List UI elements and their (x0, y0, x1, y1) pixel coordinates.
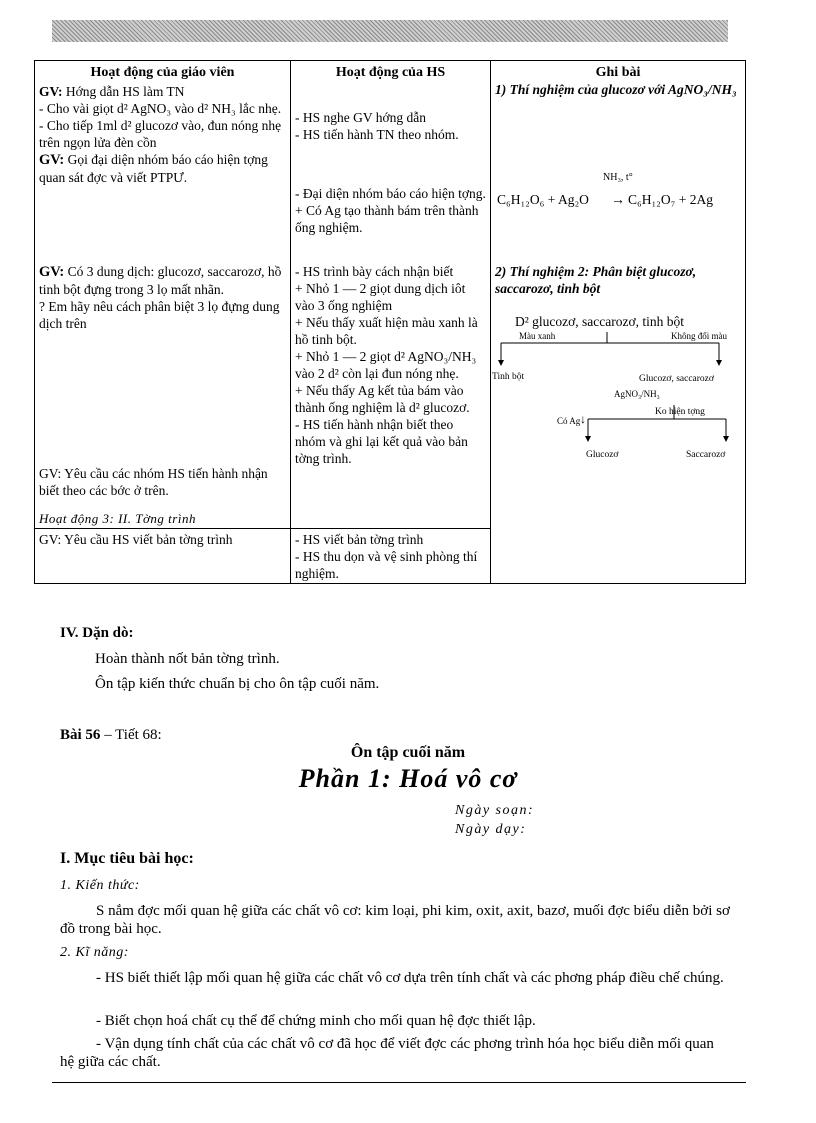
identification-diagram (491, 297, 738, 472)
student-text: - HS trình bày cách nhận biết (295, 264, 454, 279)
teacher-text: Gọi đại diện nhóm báo cáo hiện tợng quan sát đợc và viết PTPƯ. (39, 152, 268, 185)
precipitate-arrow-icon: ↓ (580, 412, 586, 426)
header-hatch-bar (52, 20, 728, 42)
skills-text: - HS biết thiết lập mối quan hệ giữa các chất vô cơ dựa trên tính chất và các phơng pháp điều chế chúng. (96, 970, 724, 986)
skills-text: - Biết chọn hoá chất cụ thể để chứng minh cho mối quan hệ đợc thiết lập. (96, 1013, 536, 1029)
section-iv-heading: IV. Dặn dò: (60, 625, 134, 641)
table-header-row (35, 61, 746, 84)
diagram-blue-label: Màu xanh (519, 331, 556, 341)
diagram-no-phenomenon: Ko hiện tợng (655, 407, 705, 417)
col-header-teacher: Hoạt động của giáo viên (90, 65, 235, 80)
student-text: - HS tiến hành nhận biết theo nhóm và ghi lại kết quả vào bản tờng trình. (295, 417, 468, 466)
table-row (35, 529, 746, 584)
page-subtitle: Phần 1: Hoá vô cơ (298, 764, 518, 793)
student-text: - HS thu dọn và vệ sinh phòng thí nghiệm. (295, 549, 478, 581)
student-text: + Nếu thấy xuất hiện màu xanh là hồ tinh bột. (295, 315, 478, 347)
date-prepared: Ngày soạn: (455, 803, 535, 818)
teacher-text: ? Em hãy nêu cách phân biệt 3 lọ đựng dung dịch trên (39, 299, 280, 331)
diagram-sucrose: Saccarozơ (686, 450, 726, 460)
table-row (35, 83, 746, 251)
skills-text: - Vận dụng tính chất của các chất vô cơ đã học để viết đợc các phơng trình hóa học biểu diễn mối quan hệ giữa các chất. (60, 1036, 714, 1070)
teacher-text: Có 3 dung dịch: glucozơ, saccarozơ, hồ tinh bột đựng trong 3 lọ mất nhãn. (39, 264, 282, 297)
equation-left: C₆H₁₂O₆ + Ag₂O (497, 192, 589, 207)
reaction-equation (495, 98, 742, 218)
equation-condition: NH₃, t° (603, 172, 633, 183)
col-header-notes: Ghi bài (595, 65, 641, 80)
table-row (35, 509, 746, 529)
col-header-student: Hoạt động của HS (335, 65, 446, 80)
student-text: - HS nghe GV hớng dẫn (295, 110, 427, 125)
diagram-glucose-sucrose: Glucozơ, saccarozơ (639, 374, 714, 384)
student-text: + Nếu thấy Ag kết tủa bám vào thành ống nghiệm là d² glucozơ. (295, 383, 470, 415)
activity-3-heading: Hoạt động 3: II. Tờng trình (39, 511, 196, 526)
teacher-text: Hớng dẫn HS làm TN (62, 84, 185, 99)
lesson-number (60, 727, 162, 744)
note-title: 1) Thí nghiệm của glucozơ với AgNO₃/NH₃ (495, 82, 737, 97)
student-text: + Có Ag tạo thành bám trên thành ống nghiệm. (295, 203, 479, 235)
gv-label: GV: (39, 264, 65, 280)
skills-label: 2. Kĩ năng: (60, 945, 129, 960)
gv-label: GV: (39, 84, 63, 99)
diagram-top-label: D² glucozơ, saccarozơ, tinh bột (515, 314, 685, 329)
lesson-label: Bài 56 (60, 727, 101, 743)
lesson-period: – Tiết 68: (100, 727, 162, 743)
table-row (35, 251, 746, 509)
iv-line: Ôn tập kiến thức chuẩn bị cho ôn tập cuối năm. (95, 676, 380, 692)
diagram-silver: Có Ag (557, 416, 581, 426)
teacher-text: - Cho vài giọt d² AgNO₃ vào d² NH₃ lắc nhẹ. (39, 101, 282, 116)
equation-right: C₆H₁₂O₇ + 2Ag (628, 192, 713, 207)
student-text: - HS tiến hành TN theo nhóm. (295, 127, 459, 142)
diagram-nochange-label: Không đổi màu (671, 331, 727, 341)
page-title: Ôn tập cuối năm (350, 744, 466, 761)
iv-line: Hoàn thành nốt bản tờng trình. (95, 651, 280, 667)
diagram-reagent: AgNO₃/NH₃ (614, 389, 660, 399)
note-title: 2) Thí nghiệm 2: Phân biệt glucozơ, saccarozơ, tinh bột (495, 264, 697, 296)
student-text: + Nhỏ 1 — 2 giọt d² AgNO₃/NH₃ vào 2 d² còn lại đun nóng nhẹ. (295, 349, 477, 381)
knowledge-text: S nắm đợc mối quan hệ giữa các chất vô cơ: kim loại, phi kim, oxit, axit, bazơ, muối đợc biểu diễn bởi sơ đồ trong bài học. (60, 903, 730, 937)
teacher-text: - Cho tiếp 1ml d² glucozơ vào, đun nóng nhẹ trên ngọn lửa đèn cồn (39, 118, 282, 150)
date-taught: Ngày dạy: (455, 822, 527, 837)
diagram-starch: Tinh bột (492, 372, 525, 382)
objectives-heading: I. Mục tiêu bài học: (60, 850, 194, 867)
knowledge-label: 1. Kiến thức: (60, 878, 140, 893)
lesson-table (34, 60, 746, 584)
teacher-text: GV: Yêu cầu các nhóm HS tiến hành nhận biết theo các bớc ở trên. (39, 466, 268, 498)
diagram-glucose: Glucozơ (586, 450, 619, 460)
teacher-text: GV: Yêu cầu HS viết bản tờng trình (39, 532, 233, 547)
student-text: - HS viết bản tờng trình (295, 532, 424, 547)
footer-rule (52, 1082, 746, 1083)
student-text: + Nhỏ 1 — 2 giọt dung dịch iôt vào 3 ống nghiệm (295, 281, 466, 313)
equation-arrow: → (611, 193, 625, 208)
student-text: - Đại diện nhóm báo cáo hiện tợng. (295, 186, 486, 201)
gv-label: GV: (39, 152, 65, 168)
